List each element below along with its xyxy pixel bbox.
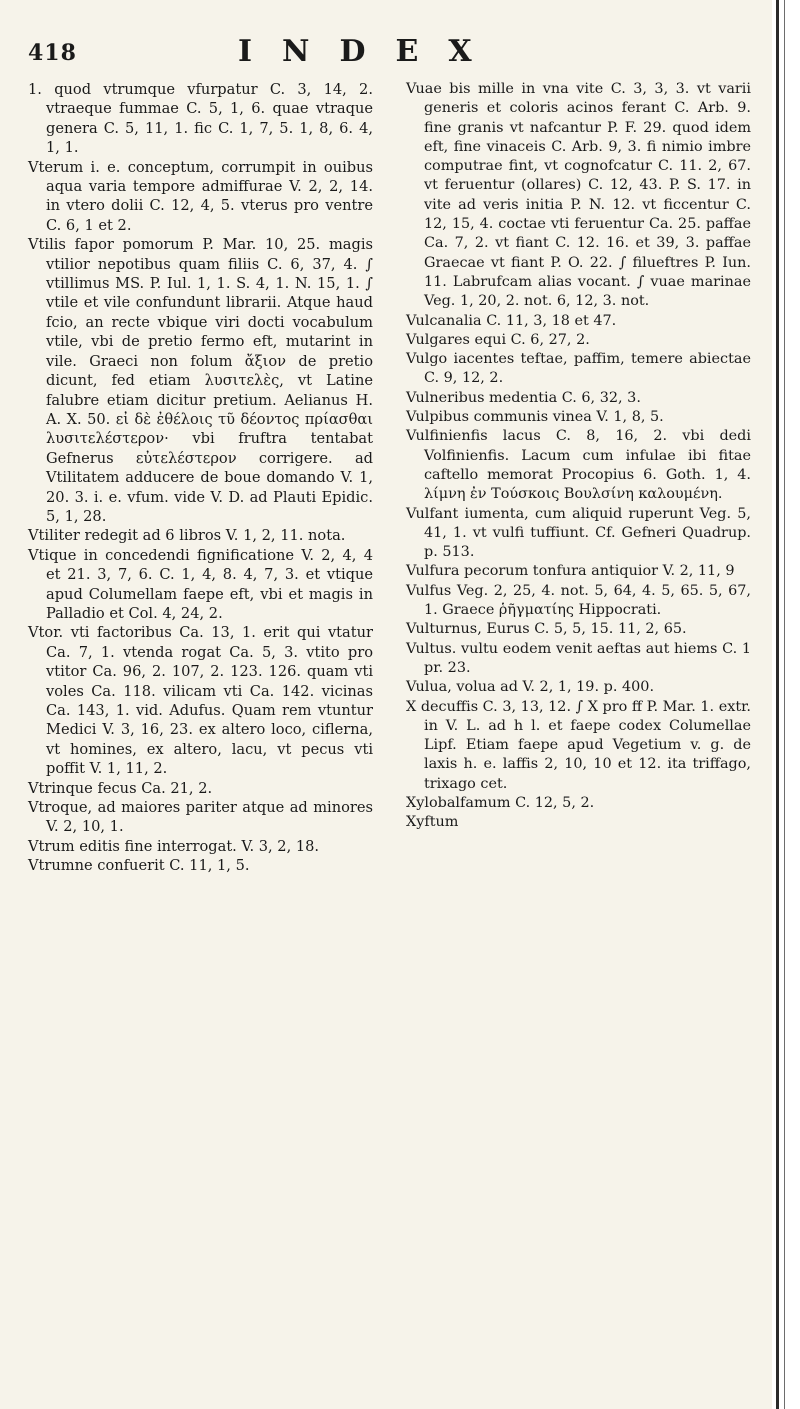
index-entry: Vulfura pecorum tonfura antiquior V. 2, 11, 9 <box>406 563 735 580</box>
index-entry: Xyftum <box>406 814 459 831</box>
index-entry: Vterum i. e. conceptum, corrumpit in ouibus aqua varia tempore admiffurae V. 2, 2, 14. in vtero dolii C. 12, 4, 5. vterus pro ventre C. 6, 1 et 2. <box>28 158 373 234</box>
index-entry: Vultus. vultu eodem venit aeftas aut hiems C. 1 pr. 23. <box>406 640 751 676</box>
index-entry: Vulfant iumenta, cum aliquid ruperunt Veg. 5, 41, 1. vt vulfi tuffiunt. Cf. Gefneri Quadrup. p. 513. <box>406 505 751 561</box>
index-entry: Xylobalfamum C. 12, 5, 2. <box>406 794 595 811</box>
page-number: 418 <box>28 40 77 66</box>
index-entry: Vulpibus communis vinea V. 1, 8, 5. <box>406 409 664 426</box>
index-entry: Vulcanalia C. 11, 3, 18 et 47. <box>406 312 617 329</box>
page-edge-shadow <box>776 0 779 1409</box>
index-entry: Vulua, volua ad V. 2, 1, 19. p. 400. <box>406 679 655 696</box>
index-entry: Vtilis fapor pomorum P. Mar. 10, 25. magis vtilior nepotibus quam filiis C. 6, 37, 4. ∫ vtillimus MS. P. Iul. 1, 1. S. 4, 1. N. 15, 1. ∫ vtile et vile confundunt librarii. Atque haud fcio, an recte vbique viri docti vocabulum vtile, vbi de pretio fermo eft, mutarint in vile. Graeci non folum ἄξιον de pretio dicunt, fed etiam λυσιτελὲς, vt Latine falubre etiam dicitur pretium. Aelianus H. A. X. 50. εἰ δὲ ἐθέλοις τῦ δέοντος πρίασθαι λυσιτελέστερον· vbi fruftra tentabat Gefnerus εὐτελέστερον corrigere. ad Vtilitatem adducere de boue domando V. 1, 20. 3. i. e. vfum. vide V. D. ad Plauti Epidic. 5, 1, 28. <box>28 236 373 525</box>
running-head: INDEX <box>238 34 502 69</box>
index-entry: Vulfus Veg. 2, 25, 4. not. 5, 64, 4. 5, 65. 5, 67, 1. Graece ῥῆγματίης Hippocrati. <box>406 582 751 619</box>
index-entry: Vtrumne confuerit C. 11, 1, 5. <box>28 857 250 875</box>
index-entry: Vtiliter redegit ad 6 libros V. 1, 2, 11. nota. <box>28 527 346 545</box>
index-entry: Vtroque, ad maiores pariter atque ad minores V. 2, 10, 1. <box>28 799 373 836</box>
index-entry: Vtrinque fecus Ca. 21, 2. <box>28 779 213 797</box>
index-entry: 1. quod vtrumque vfurpatur C. 3, 14, 2. vtraeque fummae C. 5, 1, 6. quae vtraque genera C. 5, 11, 1. fic C. 1, 7, 5. 1, 8, 6. 4, 1, 1. <box>28 81 373 157</box>
index-entry: Vtrum editis fine interrogat. V. 3, 2, 18. <box>28 837 320 855</box>
page-edge-line <box>784 0 785 1409</box>
right-column <box>406 80 751 833</box>
index-entry: Vuae bis mille in vna vite C. 3, 3, 3. vt varii generis et coloris acinos ferant C. Arb. 9. fine granis vt nafcantur P. F. 29. quod idem eft, fine vinaceis C. Arb. 9, 3. fi nimio imbre computrae fint, vt cognofcatur C. 11. 2, 67. vt feruentur (ollares) C. 12, 43. P. S. 17. in vite ad veris initia P. N. 12. vt ficcentur C. 12, 15, 4. coctae vti feruentur Ca. 25. paffae Ca. 7, 2. vt fiant C. 12. 16. et 39, 3. paffae Graecae vt fiant P. O. 22. ∫ filueftres P. Iun. 11. Labrufcam alias vocant. ∫ vuae marinae Veg. 1, 20, 2. not. 6, 12, 3. not. <box>406 81 751 310</box>
index-entry: Vulgo iacentes teftae, paffim, temere abiectae C. 9, 12, 2. <box>406 351 751 387</box>
index-entry: Vtique in concedendi fignificatione V. 2, 4, 4 et 21. 3, 7, 6. C. 1, 4, 8. 4, 7, 3. et vtique apud Columellam faepe eft, vbi et magis in Palladio et Col. 4, 24, 2. <box>28 546 373 622</box>
page-header <box>28 34 748 74</box>
left-column <box>28 80 373 876</box>
index-entry: Vulgares equi C. 6, 27, 2. <box>406 331 590 348</box>
index-entry: Vulfinienfis lacus C. 8, 16, 2. vbi dedi Volfinienfis. Lacum cum infulae ibi fitae caftello memorat Procopius 6. Goth. 1, 4. λίμνη ἐν Τούσκοις Βουλσίνη καλουμένη. <box>406 428 751 503</box>
index-entry: Vtor. vti factoribus Ca. 13, 1. erit qui vtatur Ca. 7, 1. vtenda rogat Ca. 5, 3. vtito pro vtitor Ca. 96, 2. 107, 2. 123. 126. quam vti voles Ca. 118. vilicam vti Ca. 142. vicinas Ca. 143, 1. vid. Adufus. Quam rem vtuntur Medici V. 3, 16, 23. ex altero loco, ciflerna, vt homines, ex altero, lacu, vt pecus vti poffit V. 1, 11, 2. <box>28 624 373 778</box>
index-entry: Vulturnus, Eurus C. 5, 5, 15. 11, 2, 65. <box>406 621 687 638</box>
index-entry: Vulneribus medentia C. 6, 32, 3. <box>406 389 641 406</box>
index-entry: X decuffis C. 3, 13, 12. ∫ X pro ff P. Mar. 1. extr. in V. L. ad h l. et faepe codex Columellae Lipf. Etiam faepe apud Vegetium v. g. de laxis h. e. laffis 2, 10, 10 et 12. ita triffago, trixago cet. <box>406 698 751 792</box>
